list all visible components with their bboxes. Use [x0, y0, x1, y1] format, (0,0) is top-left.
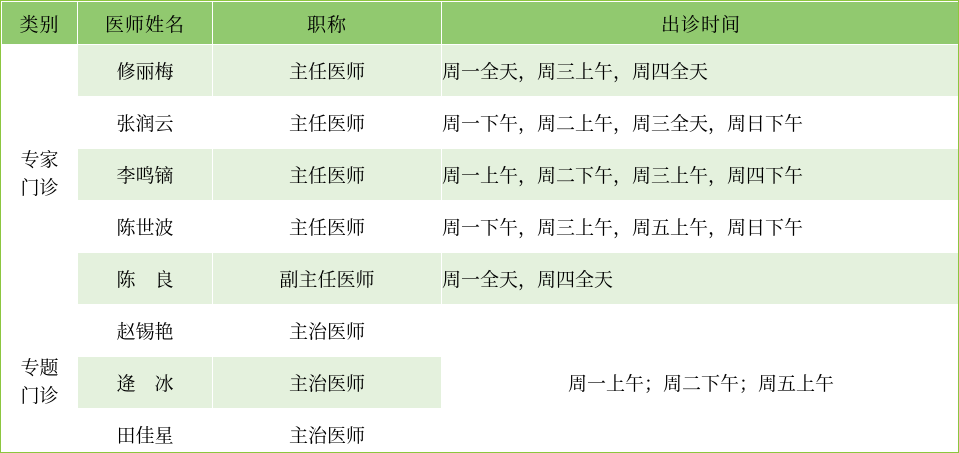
table-row — [2, 305, 959, 357]
doctor-title: 主任医师 — [213, 97, 442, 149]
table-row — [2, 45, 959, 97]
visit-time: 周一全天，周四全天 — [442, 253, 959, 305]
doctor-name: 陈世波 — [78, 201, 213, 253]
table-header — [2, 2, 959, 45]
table-row — [2, 97, 959, 149]
category-cell-special-clinic — [2, 305, 78, 453]
doctor-name: 赵锡艳 — [78, 305, 213, 357]
visit-time: 周一上午，周二下午，周三上午，周四下午 — [442, 149, 959, 201]
category-cell-expert-clinic — [2, 45, 78, 305]
category-label-line1: 专题 — [20, 357, 59, 379]
doctor-title: 副主任医师 — [213, 253, 442, 305]
table-row — [2, 149, 959, 201]
category-label-line1: 专家 — [20, 149, 59, 171]
doctor-name: 张润云 — [78, 97, 213, 149]
column-header-category: 类别 — [2, 2, 78, 45]
visit-time: 周一全天，周三上午，周四全天 — [442, 45, 959, 97]
table-row — [2, 253, 959, 305]
visit-time: 周一下午，周三上午，周五上午，周日下午 — [442, 201, 959, 253]
column-header-job-title: 职称 — [213, 2, 442, 45]
doctor-title: 主任医师 — [213, 45, 442, 97]
doctor-name: 修丽梅 — [78, 45, 213, 97]
header-row — [2, 2, 959, 45]
doctor-title: 主治医师 — [213, 305, 442, 357]
doctor-title: 主治医师 — [213, 357, 442, 409]
category-label-line2: 门诊 — [20, 385, 59, 407]
doctor-name: 陈 良 — [78, 253, 213, 305]
doctor-title: 主任医师 — [213, 149, 442, 201]
table-row — [2, 201, 959, 253]
table-body — [2, 45, 959, 453]
visit-time: 周一下午，周二上午，周三全天，周日下午 — [442, 97, 959, 149]
visit-time-merged: 周一上午；周二下午；周五上午 — [442, 305, 959, 453]
doctor-name: 逄 冰 — [78, 357, 213, 409]
doctor-name: 李鸣镝 — [78, 149, 213, 201]
doctor-title: 主任医师 — [213, 201, 442, 253]
category-label-line2: 门诊 — [20, 177, 59, 199]
doctor-name: 田佳星 — [78, 409, 213, 453]
column-header-doctor-name: 医师姓名 — [78, 2, 213, 45]
column-header-visit-time: 出诊时间 — [442, 2, 959, 45]
doctor-title: 主治医师 — [213, 409, 442, 453]
doctor-schedule-table — [1, 1, 959, 453]
